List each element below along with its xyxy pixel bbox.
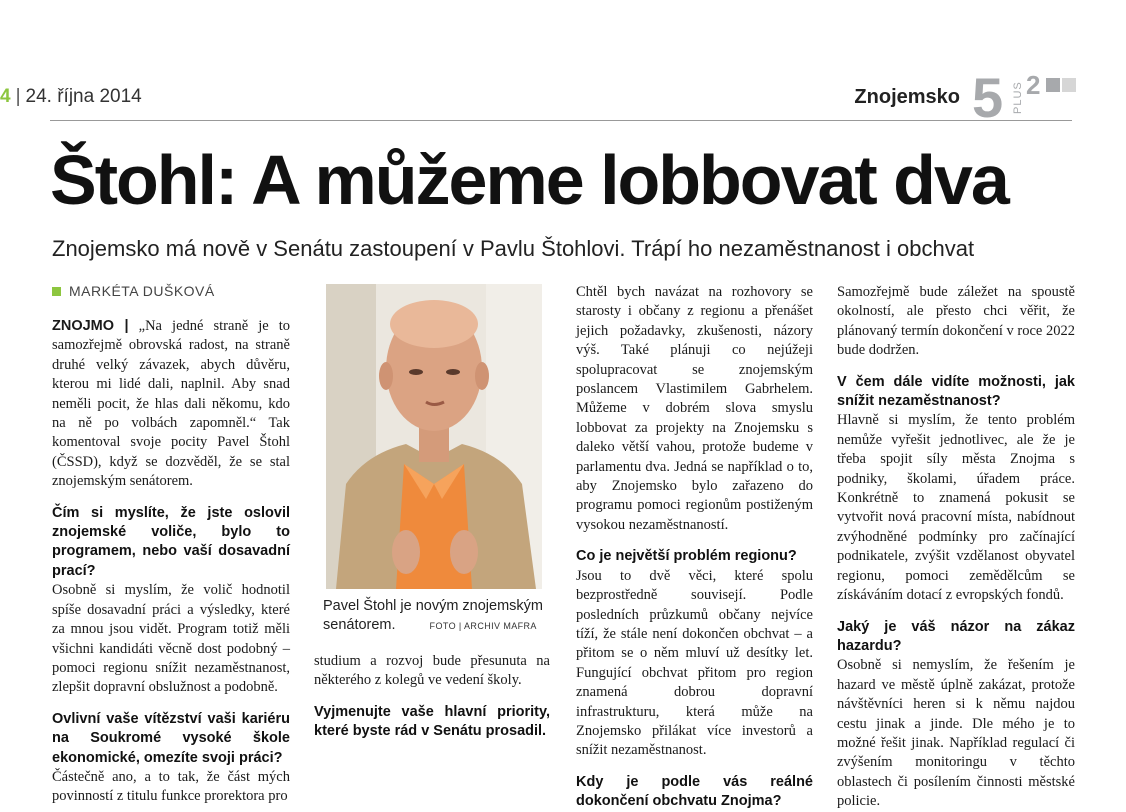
answer-3: Chtěl bych navázat na rozhovory se starosty i občany z regionu a přenášet jejich požadavky, zkušenosti, názory výš. Také plánuji co nejúžeji spolupracovat se znojemským poslancem Vlastimilem Gabrhelem. Můžeme v dobrém slova smyslu lobbovat za projekty na Znojemsku s daleko větší vahou, protože budeme v parlamentu dva. Jedná se například o to, aby Znojemsko bylo zařazeno do programu pomoci regionům postiženým vysokou nezaměstnaností. [576,284,813,533]
logo-two: 2 [1026,70,1041,100]
article-title: Štohl: A můžeme lobbovat dva [50,141,1008,219]
question-3: Vyjmenujte vaše hlavní priority, které byste rád v Senátu prosadil. [314,703,550,740]
caption-text: Pavel Štohl je novým znojemským senátorem. [323,598,543,633]
question-7: Jaký je váš názor na zákaz hazardu? [837,618,1075,654]
answer-4: Jsou to dvě věci, které spolu bezprostředně souvisejí. Podle posledních průzkumů občany nejvíce tíží, že stále není dokončen obchvat – a přitom se o něm mluví už desítky let. Fungující obchvat přitom pro region znamená dobrou dopravní infrastrukturu, která může na Znojemsko přilákat více investorů a snížit nezaměstnanost. [576,567,813,759]
page-number: 4 [0,86,11,107]
column-1 [52,317,290,807]
column-3 [576,283,813,812]
page-header [0,86,142,108]
answer-2-continued: studium a rozvoj bude přesunuta na některého z kolegů ve vedení školy. [314,653,550,689]
logo-square-light [1062,78,1076,92]
question-1: Čím si myslíte, že jste oslovil znojemské voliče, bylo to programem, nebo vaší dosavadní prací? [52,504,290,579]
header-rule [50,120,1072,121]
logo-five: 5 [972,66,1004,129]
photo-credit: FOTO | ARCHIV MAFRA [429,621,537,631]
question-5: Kdy je podle vás reálné dokončení obchvatu Znojma? [576,773,813,810]
issue-date: 24. října 2014 [25,86,142,107]
answer-5: Samozřejmě bude záležet na spoustě okolností, ale přesto chci věřit, že plánovaný termín dokončení v roce 2022 bude dodržen. [837,284,1075,359]
column-4 [837,283,1075,812]
portrait-illustration [326,284,542,589]
logo-square-dark [1046,78,1060,92]
portrait-photo [326,284,542,589]
answer-6: Hlavně si myslím, že tento problém nemůže vyřešit jednotlivec, ale že je třeba spojit síly města Znojma s podniky, školami, úřadem práce. Konkrétně to znamená pokusit se vytvořit nová pracovní místa, nabídnout zvýhodněné podmínky pro začínající podnikatele, zvýšit vzdělanost obyvatel regionu, pomoci zemědělcům se získáváním dotací z evropských fondů. [837,412,1075,604]
author-name: MARKÉTA DUŠKOVÁ [69,283,215,299]
answer-1: Osobně si myslím, že volič hodnotil spíše dosavadní práci a výsledky, které za mnou jsou vidět. Program totiž měli všichni kandidáti věcně dost podobný – pomoci regionu snížit nezaměstnanost, zlepšit dopravní obslužnost a podobně. [52,582,290,696]
answer-7: Osobně si nemyslím, že řešením je hazard ve městě úplně zakázat, protože návštěvníci heren si k němu najdou cestu jinak a jinde. Dle mého je to možné řešit jinak. Například regulací či zvýšením monitoringu v těchto oblastech či posílením činnosti městské policie. [837,657,1075,810]
answer-2: Částečně ano, a to tak, že část mých povinností z titulu funkce prorektora pro [52,768,290,805]
question-2: Ovlivní vaše vítězství vaši kariéru na Soukromé vysoké škole ekonomické, omezíte svoji práci? [52,710,290,766]
article-subtitle: Znojemsko má nově v Senátu zastoupení v Pavlu Štohlovi. Trápí ho nezaměstnanost i obchvat [52,236,975,261]
photo-caption [323,597,545,636]
author-square-icon [52,287,61,296]
intro-text: „Na jedné straně je to samozřejmě obrovská radost, na straně druhé velký závazek, abych důvěru, kterou mi lidé dali, naplnil. Aby snad neměli pocit, že hlas dali někomu, kdo na ně po volbách zapomněl.“ Tak komentoval svoje pocity Pavel Štohl (ČSSD), když se dozvěděl, že se stal znojemským senátorem. [52,318,291,490]
logo-plus: PLUS [1012,81,1024,114]
header-separator: | [15,86,21,107]
dateline: ZNOJMO | [52,318,129,334]
section-name: Znojemsko [854,86,960,108]
column-2 [314,652,550,742]
intro-paragraph [52,317,290,492]
author-line [52,283,215,299]
question-4: Co je největší problém regionu? [576,548,797,565]
question-6: V čem dále vidíte možnosti, jak snížit nezaměstnanost? [837,373,1075,410]
